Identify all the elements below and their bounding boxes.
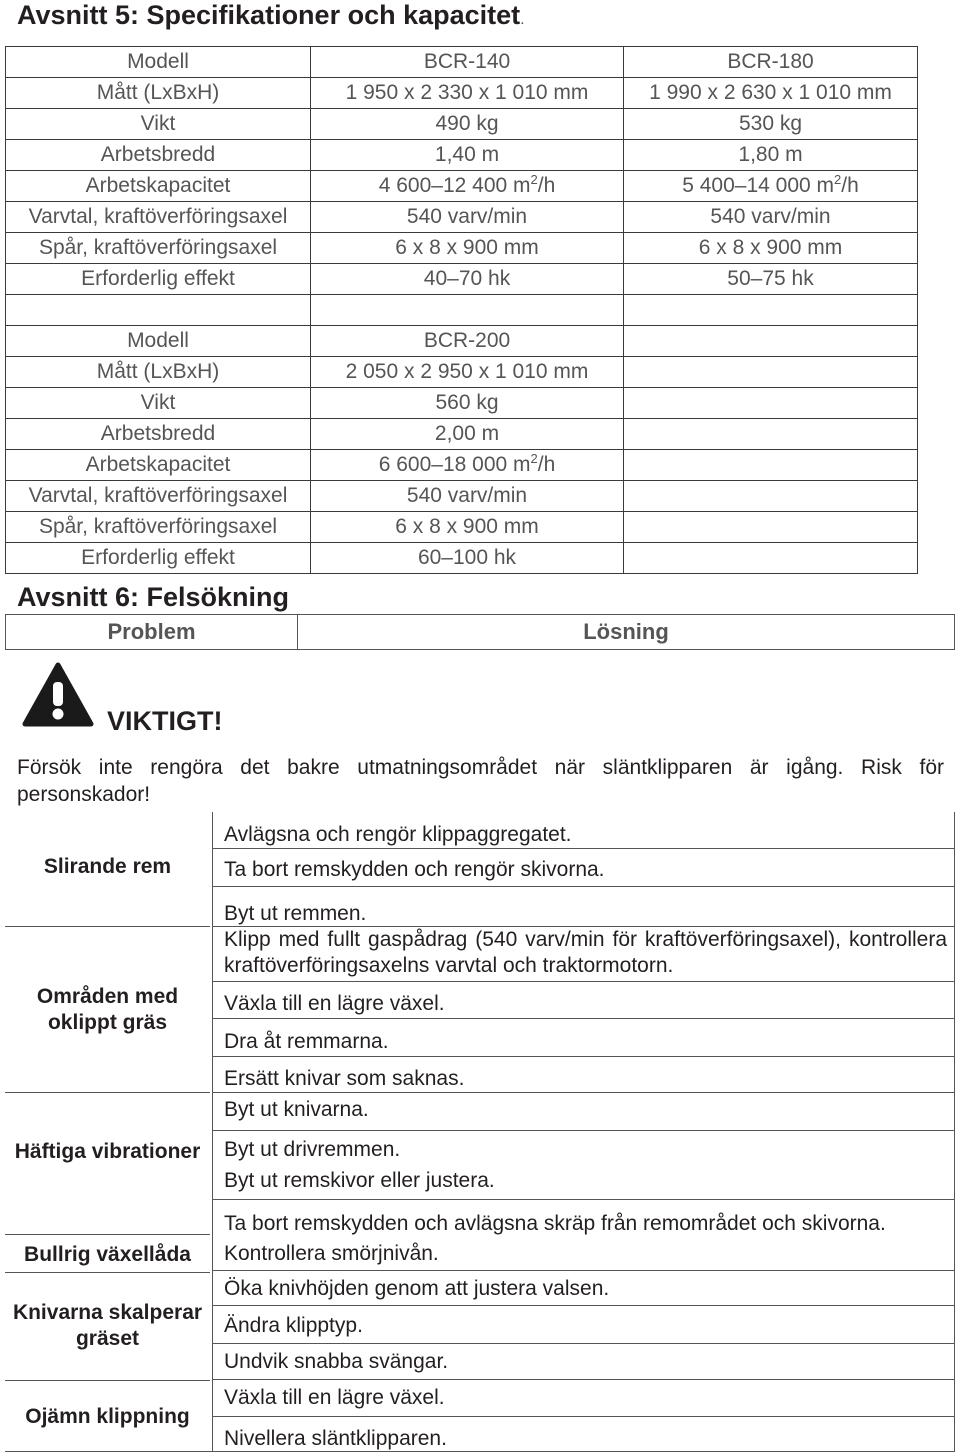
spec-row xyxy=(6,512,918,543)
spec-row xyxy=(6,357,918,388)
solution-item: Ersätt knivar som saknas. xyxy=(224,1067,465,1090)
spec-value: 1,40 m xyxy=(311,140,624,171)
warning-triangle-icon xyxy=(22,662,94,728)
section-6-title: Avsnitt 6: Felsökning xyxy=(17,582,290,612)
capacity-value: 5 400–14 000 m xyxy=(682,174,835,197)
solution-item: Kontrollera smörjnivån. xyxy=(224,1242,439,1265)
spec-label: Varvtal, kraftöverföringsaxel xyxy=(6,481,311,512)
problem-label: Knivarna skalperar gräset xyxy=(12,1301,203,1350)
spec-table-1 xyxy=(5,46,918,326)
spec-empty-cell xyxy=(624,450,918,481)
solution-item: Byt ut remmen. xyxy=(224,902,367,925)
solution-item: Byt ut knivarna. xyxy=(224,1098,369,1121)
spec-value: 6 x 8 x 900 mm xyxy=(311,512,624,543)
solution-item: Ta bort remskydden och avlägsna skräp från remområdet och skivorna. xyxy=(224,1212,886,1235)
unit-superscript: 2 xyxy=(530,451,538,466)
spec-label: Arbetsbredd xyxy=(6,419,311,450)
spec-label: Varvtal, kraftöverföringsaxel xyxy=(6,202,311,233)
spec-label: Mått (LxBxH) xyxy=(6,78,311,109)
row-divider xyxy=(213,848,955,849)
spec-value: 6 x 8 x 900 mm xyxy=(624,233,918,264)
spec-value: 540 varv/min xyxy=(311,481,624,512)
problem-label: Ojämn klippning xyxy=(25,1405,190,1428)
spec-blank-cell xyxy=(311,295,624,326)
spec-header-model: Modell xyxy=(6,326,311,357)
spec-label: Arbetskapacitet xyxy=(6,450,311,481)
spec-empty-cell xyxy=(624,326,918,357)
spec-value: 540 varv/min xyxy=(311,202,624,233)
spec-table-1-header-row xyxy=(6,47,918,78)
problem-label: Bullrig växellåda xyxy=(24,1243,191,1266)
solution-item: Klipp med fullt gaspådrag (540 varv/min för kraftöverföringsaxel), kontrollera kraftöverföringsaxelns varvtal och traktormotorn. xyxy=(224,928,947,977)
spec-row xyxy=(6,202,918,233)
unit-superscript: 2 xyxy=(530,172,538,187)
solution-item: Dra åt remmarna. xyxy=(224,1030,389,1053)
spec-header-bcr140: BCR-140 xyxy=(311,47,624,78)
solution-item: Nivellera släntklipparen. xyxy=(224,1427,447,1450)
spec-value: 40–70 hk xyxy=(311,264,624,295)
spec-value: 2 050 x 2 950 x 1 010 mm xyxy=(311,357,624,388)
troubleshooting-header xyxy=(5,614,955,650)
spec-row xyxy=(6,78,918,109)
spec-row xyxy=(6,450,918,481)
spec-row xyxy=(6,171,918,202)
problem-divider xyxy=(5,1234,210,1235)
solution-item: Byt ut drivremmen. xyxy=(224,1138,401,1161)
row-divider xyxy=(213,1416,955,1417)
row-divider xyxy=(213,1056,955,1057)
solution-column-header: Lösning xyxy=(583,619,669,644)
row-divider xyxy=(213,1092,955,1093)
unit-suffix: /h xyxy=(537,453,556,476)
spec-value: 2,00 m xyxy=(311,419,624,450)
spec-value: 530 kg xyxy=(624,109,918,140)
spec-label: Vikt xyxy=(6,109,311,140)
spec-label: Vikt xyxy=(6,388,311,419)
spec-table-2-header-row xyxy=(6,326,918,357)
row-divider xyxy=(213,886,955,887)
capacity-value: 6 600–18 000 m xyxy=(378,453,531,476)
problem-divider xyxy=(5,1092,210,1093)
warning-text: Försök inte rengöra det bakre utmatningsområdet när släntklipparen är igång. Risk för personskador! xyxy=(17,756,944,806)
spec-row xyxy=(6,109,918,140)
solution-item: Byt ut remskivor eller justera. xyxy=(224,1169,495,1192)
solution-item: Växla till en lägre växel. xyxy=(224,1386,445,1409)
troubleshooting-table xyxy=(5,812,955,1452)
spec-row xyxy=(6,264,918,295)
row-divider xyxy=(213,1305,955,1306)
section-5-title-dot: . xyxy=(520,11,525,28)
row-divider xyxy=(213,1130,955,1131)
solution-item: Ändra klipptyp. xyxy=(224,1314,363,1337)
row-divider xyxy=(213,981,955,982)
row-divider xyxy=(213,1270,955,1271)
spec-label: Erforderlig effekt xyxy=(6,264,311,295)
problem-divider xyxy=(5,1380,210,1381)
spec-empty-cell xyxy=(624,481,918,512)
spec-label: Spår, kraftöverföringsaxel xyxy=(6,233,311,264)
unit-superscript: 2 xyxy=(834,172,842,187)
warning-title: VIKTIGT! xyxy=(107,706,223,736)
spec-label: Arbetsbredd xyxy=(6,140,311,171)
spec-empty-cell xyxy=(624,388,918,419)
unit-suffix: /h xyxy=(537,174,556,197)
capacity-value: 4 600–12 400 m xyxy=(378,174,531,197)
spec-label: Arbetskapacitet xyxy=(6,171,311,202)
problem-label: Områden med oklippt gräs xyxy=(36,985,179,1034)
solution-item: Undvik snabba svängar. xyxy=(224,1350,449,1373)
spec-value: 1 950 x 2 330 x 1 010 mm xyxy=(311,78,624,109)
spec-empty-cell xyxy=(624,512,918,543)
solution-item: Ta bort remskydden och rengör skivorna. xyxy=(224,858,605,881)
spec-empty-cell xyxy=(624,543,918,574)
spec-row xyxy=(6,140,918,171)
spec-blank-row xyxy=(6,295,918,326)
spec-row xyxy=(6,543,918,574)
spec-label: Erforderlig effekt xyxy=(6,543,311,574)
row-divider xyxy=(213,1018,955,1019)
problem-divider xyxy=(5,1272,210,1273)
solution-item: Växla till en lägre växel. xyxy=(224,992,445,1015)
row-divider xyxy=(213,1343,955,1344)
spec-label: Spår, kraftöverföringsaxel xyxy=(6,512,311,543)
problem-label: Häftiga vibrationer xyxy=(14,1140,201,1163)
spec-empty-cell xyxy=(624,419,918,450)
table-bottom-border xyxy=(5,1451,954,1452)
section-5-title-wrap xyxy=(17,0,525,30)
spec-label: Mått (LxBxH) xyxy=(6,357,311,388)
spec-value: 560 kg xyxy=(311,388,624,419)
spec-table-2 xyxy=(5,325,918,574)
spec-value: 50–75 hk xyxy=(624,264,918,295)
spec-header-bcr180: BCR-180 xyxy=(624,47,918,78)
solution-item: Öka knivhöjden genom att justera valsen. xyxy=(224,1277,610,1300)
spec-row xyxy=(6,419,918,450)
spec-value xyxy=(311,171,624,202)
problem-label: Slirande rem xyxy=(43,855,172,878)
spec-value xyxy=(624,171,918,202)
row-divider xyxy=(213,1379,955,1380)
spec-header-bcr200: BCR-200 xyxy=(311,326,624,357)
spec-value: 1,80 m xyxy=(624,140,918,171)
solution-item: Avlägsna och rengör klippaggregatet. xyxy=(224,823,572,846)
spec-value: 60–100 hk xyxy=(311,543,624,574)
row-divider xyxy=(213,1199,955,1200)
unit-suffix: /h xyxy=(841,174,859,197)
spec-value: 540 varv/min xyxy=(624,202,918,233)
spec-row xyxy=(6,481,918,512)
spec-value: 1 990 x 2 630 x 1 010 mm xyxy=(624,78,918,109)
spec-row xyxy=(6,388,918,419)
spec-value: 490 kg xyxy=(311,109,624,140)
spec-header-model: Modell xyxy=(6,47,311,78)
spec-blank-cell xyxy=(624,295,918,326)
problem-divider xyxy=(5,926,210,927)
problem-column-header: Problem xyxy=(6,615,298,649)
spec-blank-cell xyxy=(6,295,311,326)
spec-value: 6 x 8 x 900 mm xyxy=(311,233,624,264)
section-5-title: Avsnitt 5: Specifikationer och kapacitet xyxy=(17,0,521,30)
spec-value xyxy=(311,450,624,481)
spec-row xyxy=(6,233,918,264)
spec-empty-cell xyxy=(624,357,918,388)
